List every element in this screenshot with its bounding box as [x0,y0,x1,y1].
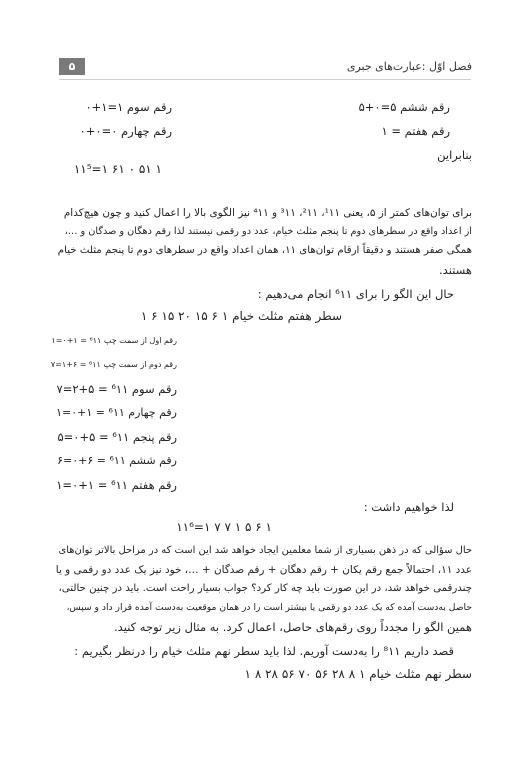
step-digit-5: رقم پنجم ⁶۱۱ = ۵+۰=۵ [57,430,177,444]
intro-11-power-6: حال این الگو را برای ⁶۱۱ انجام می‌دهیم : [257,287,454,301]
paragraph1-line-3: همگی صفر هستند و دقیقاً ارقام توان‌های ۱۱، همان اعداد واقع در سطرهای دوم تا پنجم مثلث خیام [57,245,472,256]
step-digit-2: رقم دوم از سمت چپ ⁶۱۱ = ۶+۱=۷ [50,360,177,369]
result-11-power-5: ۱۱⁵=۱ ۶۱ ۰ ۵۱ ۱ [73,162,162,176]
so-we-have-label: لذا خواهیم داشت : [363,500,454,514]
paragraph2-line-1: حال سؤالی که در ذهن بسیاری از شما معلمین ایجاد خواهد شد این است که در مراحل بالاتر توان‌های [58,545,472,556]
digit-sixth: رقم ششم ۵=۰+۵ [358,100,450,114]
paragraph2-line-5: همین الگو را مجدداً روی رقم‌های حاصل، اعمال کرد. به مثال زیر توجه کنید. [114,620,472,634]
step-digit-4: رقم چهارم ⁶۱۱ = ۱+۰=۱ [56,406,177,419]
digit-third: رقم سوم ۱=۱+۰ [85,100,172,114]
paragraph2-line-3: چندرقمی خواهد شد، در این صورت باید چه کار کرد؟ جواب بسیار راحت است. باید در چنین حالتی، [58,583,472,594]
digit-seventh: رقم هفتم = ۱ [381,124,450,138]
khayyam-row-ninth: سطر نهم مثلث خیام ۱ ۸ ۲۸ ۵۶ ۷۰ ۵۶ ۲۸ ۸ ۱ [244,667,472,681]
step-digit-1: رقم اول از سمت چپ ⁶۱۱ = ۱+۰=۱ [51,336,177,345]
page-number-badge: ۵ [59,58,85,75]
intro-11-power-8: قصد داریم ⁸۱۱ را به‌دست آوریم. لذا باید سطر نهم مثلث خیام را درنظر بگیریم : [74,644,454,658]
header-rule [59,79,471,80]
step-digit-3: رقم سوم ⁶۱۱ = ۵+۲=۷ [56,382,177,396]
chapter-title: فصل اوّل :عبارت‌های جبری [346,60,472,73]
paragraph2-line-4: حاصل به‌دست آمده که یک عدد دو رقمی یا بیشتر است را در همان موقعیت به‌دست آمده قرار داد و سپس، [66,602,472,613]
digit-fourth: رقم چهارم ۰=۰+۰ [79,124,172,138]
khayyam-row-seventh: سطر هفتم مثلث خیام ۱ ۶ ۱۵ ۲۰ ۱۵ ۶ ۱ [140,309,342,323]
step-digit-7: رقم هفتم ⁶۱۱ = ۱+۰=۱ [56,478,177,492]
paragraph1-line-4: هستند. [439,263,472,277]
step-digit-6: رقم ششم ⁶۱۱ = ۶+۰=۶ [57,454,177,467]
result-11-power-6: ۱۱⁶=۱ ۷ ۷ ۱ ۵ ۶ ۱ [176,520,272,534]
paragraph1-line-2: از اعداد واقع در سطرهای دوم تا پنجم مثلث خیام، عدد دو رقمی نیستند لذا رقم دهگان و صدگان و …، [64,226,472,237]
paragraph2-line-2: عدد ۱۱، احتمالاً جمع رقم یکان + رقم دهگان + رقم صدگان + …، خود نیز یک عدد دو رقمی و یا [55,564,472,576]
paragraph1-line-1: برای توان‌های کمتر از ۵، یعنی ¹۱۱، ²۱۱، ³۱۱ و ⁴۱۱ نیز الگوی بالا را اعمال کنید و چون هیچ‌کدام [63,207,472,219]
therefore-label: بنابراین [437,148,472,162]
